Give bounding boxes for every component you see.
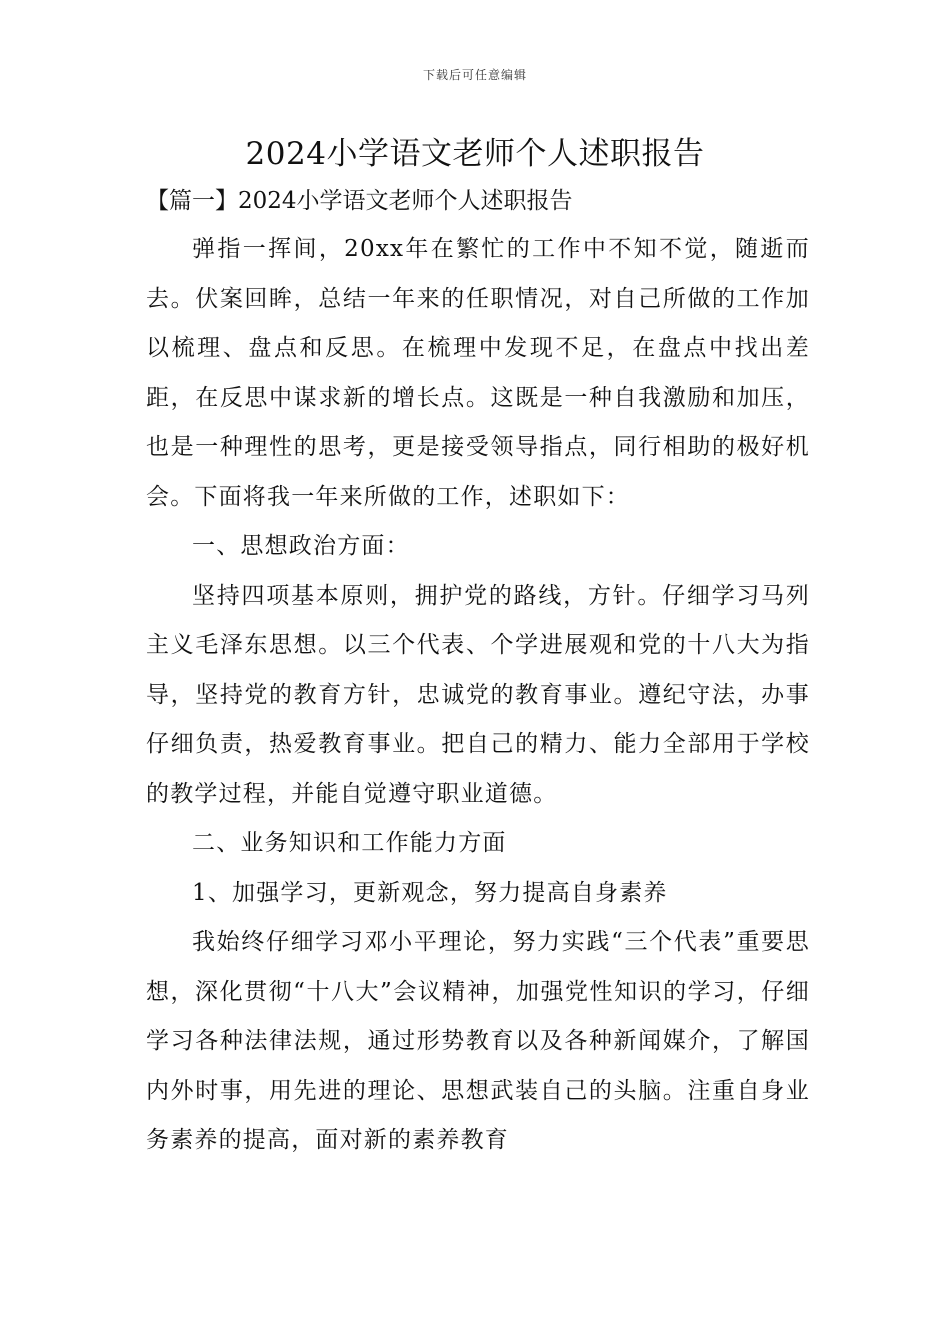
section-heading: 【篇一】2024小学语文老师个人述职报告 — [146, 188, 573, 214]
heading-political: 一、思想政治方面： — [192, 533, 410, 559]
paragraph-intro: 弹指一挥间，20xx年在繁忙的工作中不知不觉，随逝而去。伏案回眸，总结一年来的任职情况，对自己所做的工作加以梳理、盘点和反思。在梳理中发现不足，在盘点中找出差距，在反思中谋求新的增长点。这既是一种自我激励和加压，也是一种理性的思考，更是接受领导指点，同行相助的极好机会。下面将我一年来所做的工作，述职如下： — [146, 236, 810, 510]
document-title: 2024小学语文老师个人述职报告 — [245, 136, 705, 172]
paragraph-study: 我始终仔细学习邓小平理论，努力实践“三个代表”重要思想，深化贯彻“十八大”会议精神，加强党性知识的学习，仔细学习各种法律法规，通过形势教育以及各种新闻媒介，了解国内外时事，用先进的理论、思想武装自己的头脑。注重自身业务素养的提高，面对新的素养教育 — [146, 929, 810, 1153]
subheading-study: 1、加强学习，更新观念，努力提高自身素养 — [192, 879, 668, 906]
heading-professional: 二、业务知识和工作能力方面 — [192, 830, 507, 856]
header-note: 下载后可任意编辑 — [422, 68, 527, 82]
paragraph-political: 坚持四项基本原则，拥护党的路线，方针。仔细学习马列主义毛泽东思想。以三个代表、个学进展观和党的十八大为指导，坚持党的教育方针，忠诚党的教育事业。遵纪守法，办事仔细负责，热爱教育事业。把自己的精力、能力全部用于学校的教学过程，并能自觉遵守职业道德。 — [146, 582, 810, 807]
body-text — [146, 225, 810, 1166]
